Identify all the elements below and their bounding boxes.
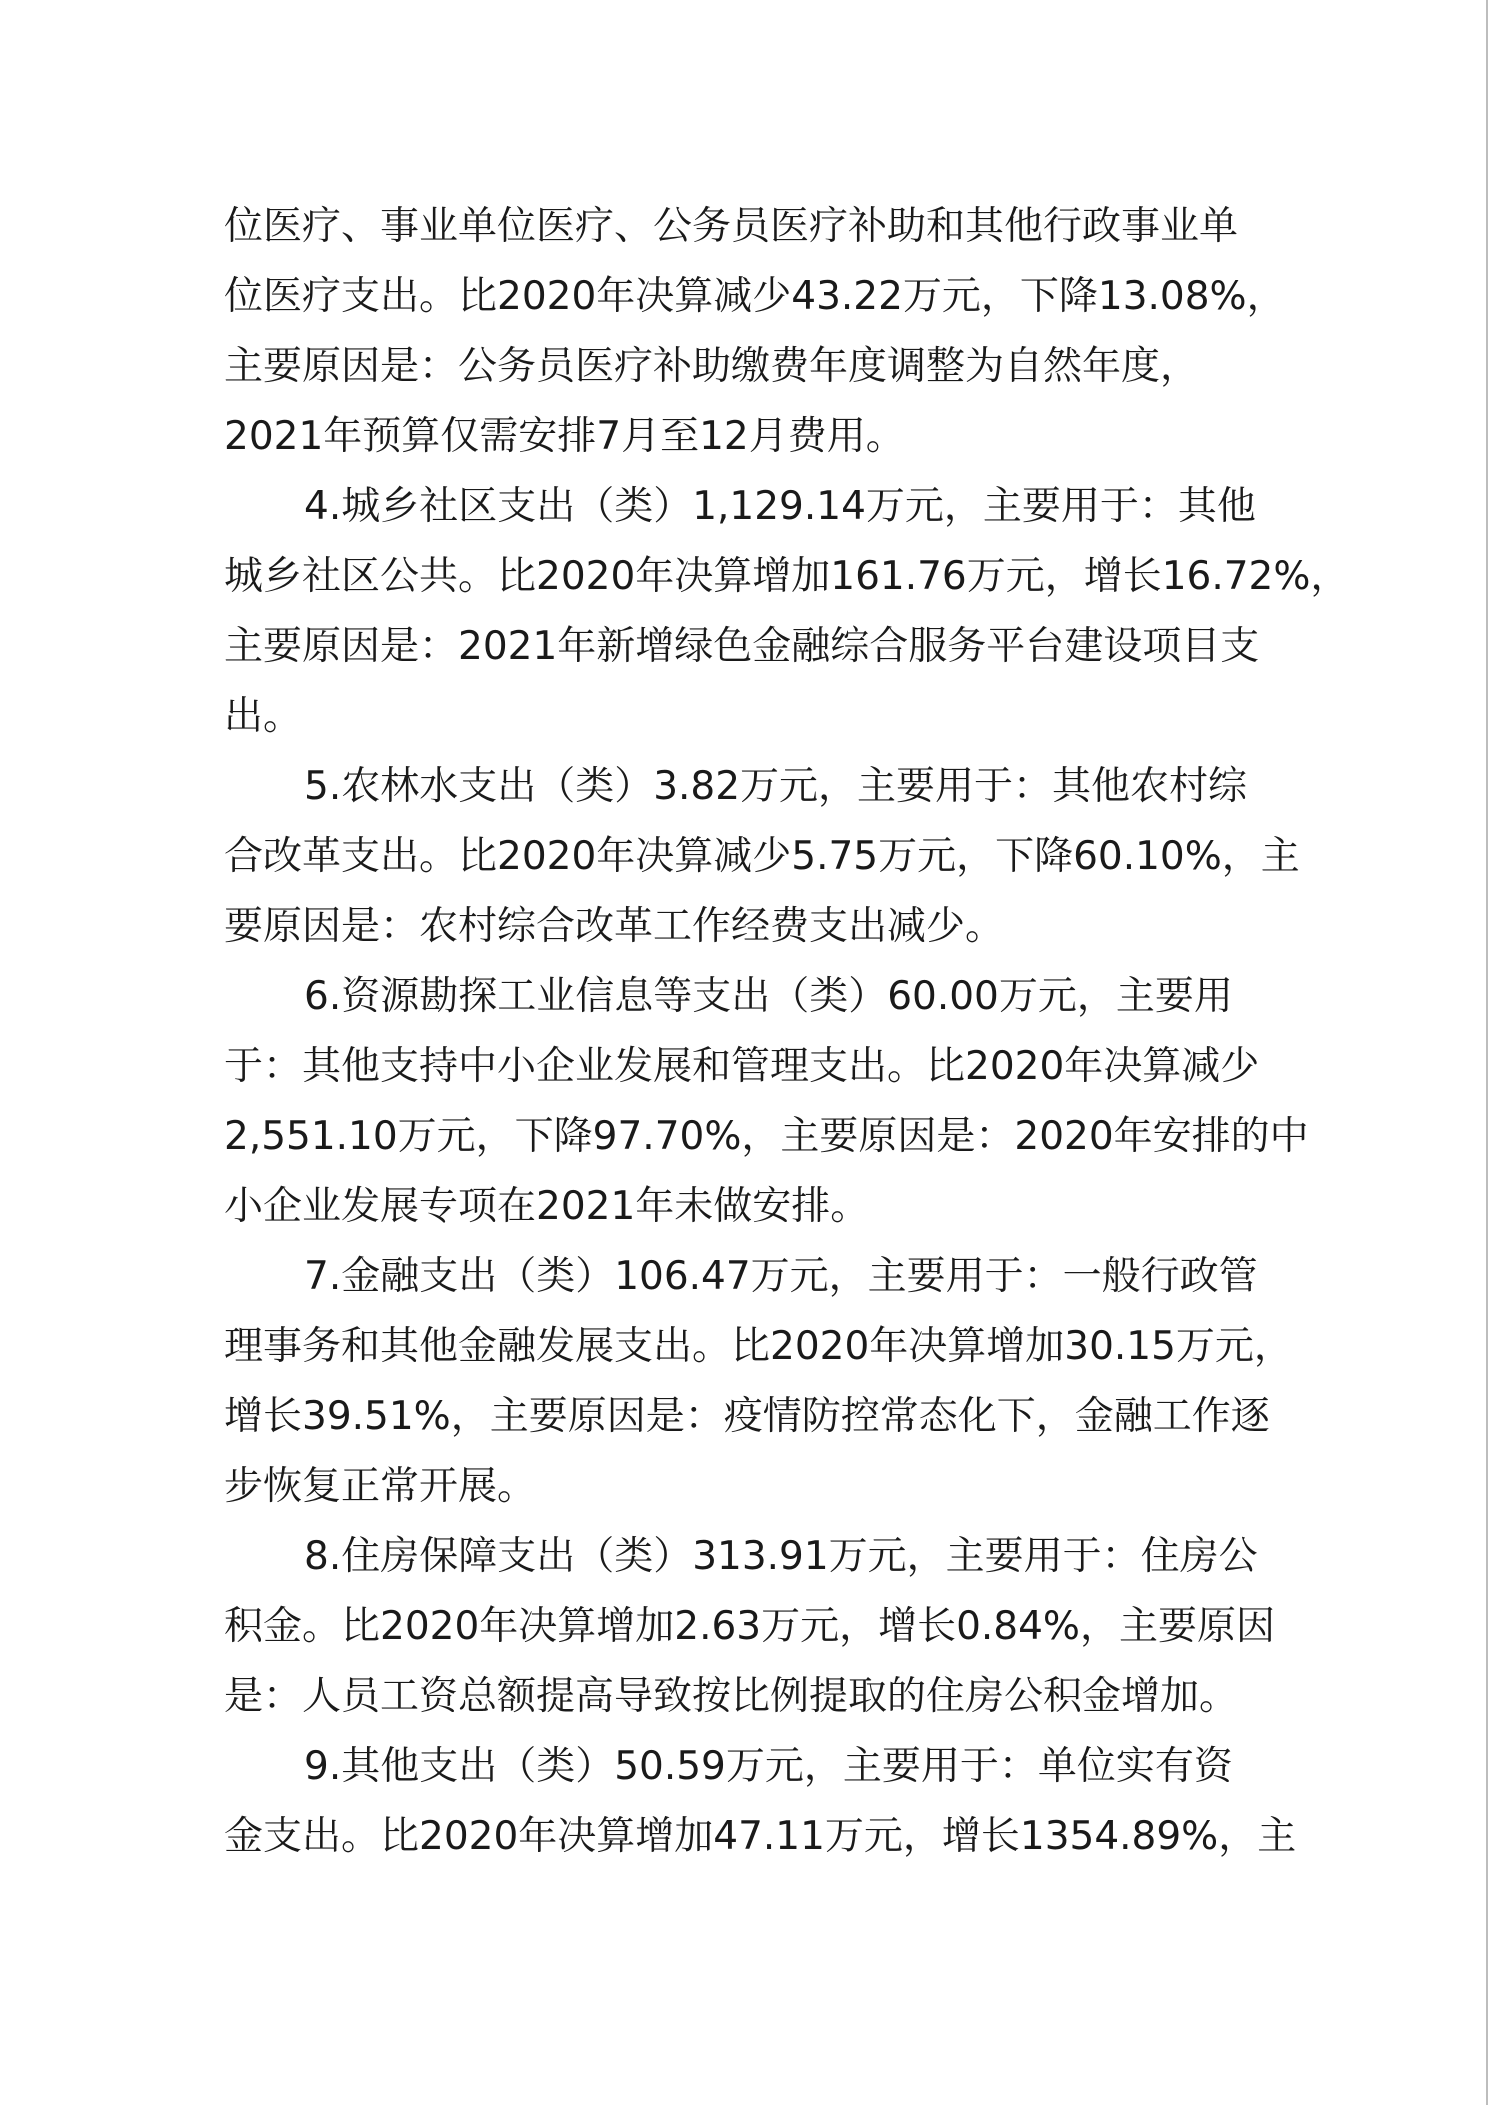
text-line: 出。 — [224, 694, 303, 739]
paragraph-start-finance: 7.金融支出（类）106.47万元，主要用于：一般行政管 — [304, 1254, 1258, 1299]
text-line: 积金。比2020年决算增加2.63万元，增长0.84%，主要原因 — [224, 1604, 1275, 1649]
text-line: 2,551.10万元，下降97.70%，主要原因是：2020年安排的中 — [224, 1114, 1309, 1159]
paragraph-start-other: 9.其他支出（类）50.59万元，主要用于：单位实有资 — [304, 1744, 1233, 1789]
text-line: 位医疗支出。比2020年决算减少43.22万元，下降13.08%， — [224, 274, 1286, 319]
text-line: 城乡社区公共。比2020年决算增加161.76万元，增长16.72%， — [224, 554, 1350, 599]
text-line: 主要原因是：2021年新增绿色金融综合服务平台建设项目支 — [224, 624, 1260, 669]
text-line: 理事务和其他金融发展支出。比2020年决算增加30.15万元， — [224, 1324, 1293, 1369]
text-line: 增长39.51%，主要原因是：疫情防控常态化下，金融工作逐 — [224, 1394, 1270, 1439]
text-line: 金支出。比2020年决算增加47.11万元，增长1354.89%，主 — [224, 1814, 1297, 1859]
paragraph-start-urban-rural: 4.城乡社区支出（类）1,129.14万元，主要用于：其他 — [304, 484, 1256, 529]
text-line: 步恢复正常开展。 — [224, 1464, 537, 1509]
text-line: 是：人员工资总额提高导致按比例提取的住房公积金增加。 — [224, 1674, 1239, 1719]
text-line: 合改革支出。比2020年决算减少5.75万元，下降60.10%，主 — [224, 834, 1300, 879]
paragraph-start-agriculture: 5.农林水支出（类）3.82万元，主要用于：其他农村综 — [304, 764, 1248, 809]
paragraph-start-housing: 8.住房保障支出（类）313.91万元，主要用于：住房公 — [304, 1534, 1258, 1579]
text-line: 要原因是：农村综合改革工作经费支出减少。 — [224, 904, 1005, 949]
text-line: 2021年预算仅需安排7月至12月费用。 — [224, 414, 905, 459]
text-line: 主要原因是：公务员医疗补助缴费年度调整为自然年度， — [224, 344, 1200, 389]
text-line: 于：其他支持中小企业发展和管理支出。比2020年决算减少 — [224, 1044, 1260, 1089]
document-body — [224, 192, 1350, 1872]
paragraph-start-resources: 6.资源勘探工业信息等支出（类）60.00万元，主要用 — [304, 974, 1233, 1019]
text-line: 位医疗、事业单位医疗、公务员医疗补助和其他行政事业单 — [224, 204, 1239, 249]
text-line: 小企业发展专项在2021年未做安排。 — [224, 1184, 870, 1229]
